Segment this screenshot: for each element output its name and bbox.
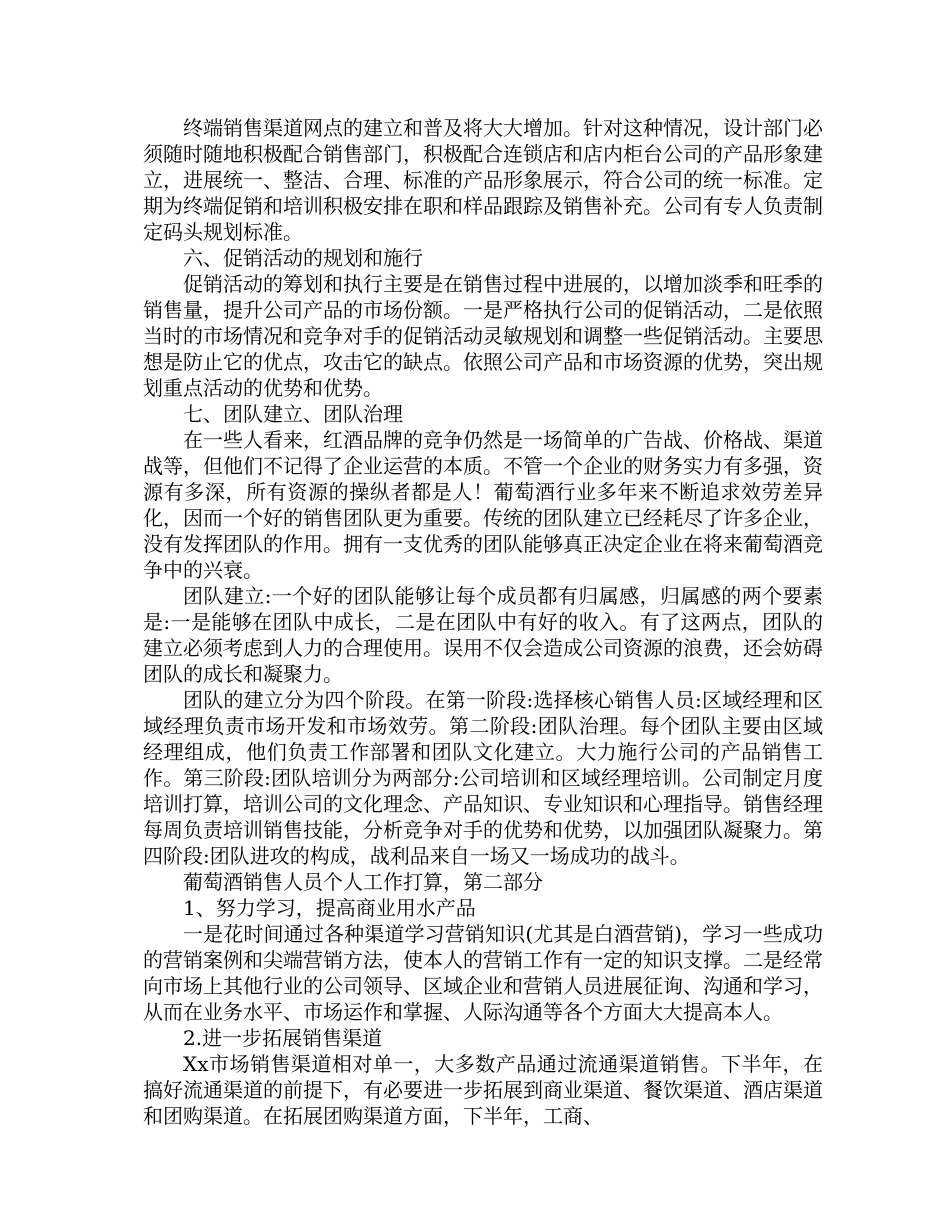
section-heading: 葡萄酒销售人员个人工作打算，第二部分 <box>183 870 543 894</box>
paragraph: 促销活动的筹划和执行主要是在销售过程中进展的，以增加淡季和旺季的销售量，提升公司产品的市场份额。一是严格执行公司的促销活动，二是依照当时的市场情况和竞争对手的促销活动灵敏规划和调整一些促销活动。主要思想是防止它的优点，攻击它的缺点。依照公司产品和市场资源的优势，突出规划重点活动的优势和优势。 <box>143 272 823 400</box>
paragraph: 团队的建立分为四个阶段。在第一阶段:选择核心销售人员:区域经理和区域经理负责市场开发和市场效劳。第二阶段:团队治理。每个团队主要由区域经理组成，他们负责工作部署和团队文化建立。大力施行公司的产品销售工作。第三阶段:团队培训分为两部分:公司培训和区域经理培训。公司制定月度培训打算，培训公司的文化理念、产品知识、专业知识和心理指导。销售经理每周负责培训销售技能，分析竞争对手的优势和优势，以加强团队凝聚力。第四阶段:团队进攻的构成，战利品来自一场又一场成功的战斗。 <box>143 688 823 868</box>
paragraph: Xx市场销售渠道相对单一，大多数产品通过流通渠道销售。下半年，在搞好流通渠道的前提下，有必要进一步拓展到商业渠道、餐饮渠道、酒店渠道和团购渠道。在拓展团购渠道方面，下半年，工商、 <box>143 1052 823 1128</box>
paragraph: 终端销售渠道网点的建立和普及将大大增加。针对这种情况，设计部门必须随时随地积极配合销售部门，积极配合连锁店和店内柜台公司的产品形象建立，进展统一、整洁、合理、标准的产品形象展示，符合公司的统一标准。定期为终端促销和培训积极安排在职和样品跟踪及销售补充。公司有专人负责制定码头规划标准。 <box>143 116 823 244</box>
paragraph: 一是花时间通过各种渠道学习营销知识(尤其是白酒营销)，学习一些成功的营销案例和尖端营销方法，使本人的营销工作有一定的知识支撑。二是经常向市场上其他行业的公司领导、区域企业和营销人员进展征询、沟通和学习，从而在业务水平、市场运作和掌握、人际沟通等各个方面大大提高本人。 <box>143 922 823 1024</box>
section-heading: 1、努力学习，提高商业用水产品 <box>183 896 476 920</box>
section-heading: 七、团队建立、团队治理 <box>183 402 403 426</box>
section-heading: 六、促销活动的规划和施行 <box>183 246 423 270</box>
paragraph: 团队建立:一个好的团队能够让每个成员都有归属感，归属感的两个要素是:一是能够在团队中成长，二是在团队中有好的收入。有了这两点，团队的建立必须考虑到人力的合理使用。误用不仅会造成公司资源的浪费，还会妨碍团队的成长和凝聚力。 <box>143 584 823 686</box>
document-body <box>143 115 823 1129</box>
paragraph: 在一些人看来，红酒品牌的竞争仍然是一场简单的广告战、价格战、渠道战等，但他们不记得了企业运营的本质。不管一个企业的财务实力有多强，资源有多深，所有资源的操纵者都是人！葡萄酒行业多年来不断追求效劳差异化，因而一个好的销售团队更为重要。传统的团队建立已经耗尽了许多企业，没有发挥团队的作用。拥有一支优秀的团队能够真正决定企业在将来葡萄酒竞争中的兴衰。 <box>143 428 823 582</box>
section-heading: 2.进一步拓展销售渠道 <box>183 1026 383 1050</box>
